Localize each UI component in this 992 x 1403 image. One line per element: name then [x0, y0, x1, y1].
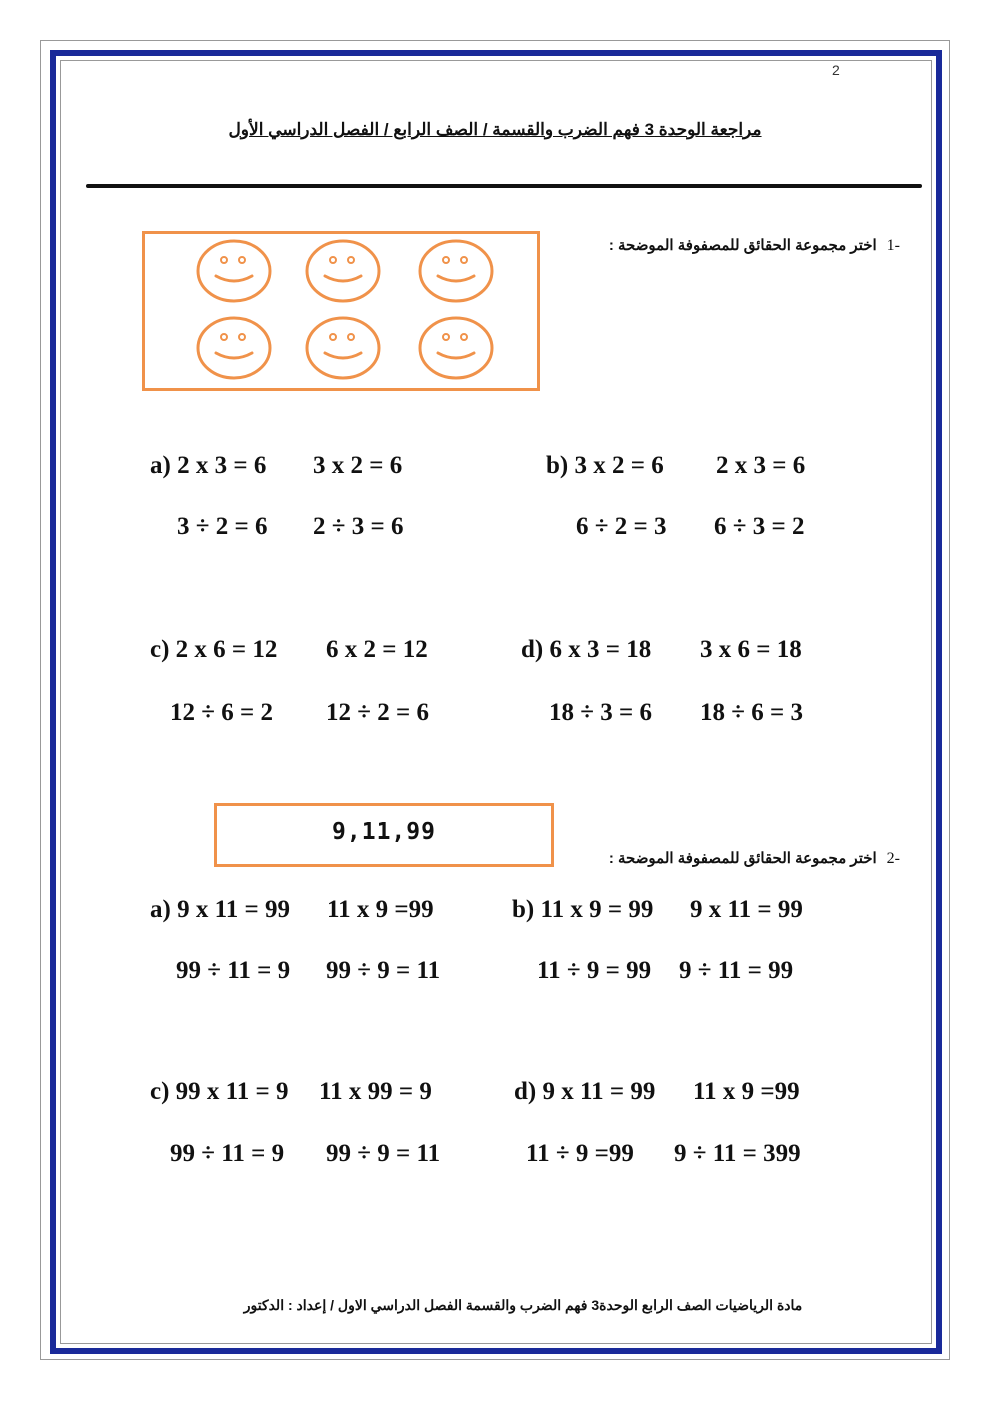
question-2-prompt: اختر مجموعة الحقائق للمصفوفة الموضحة : — [608, 850, 877, 867]
smiley-face-icon — [303, 236, 383, 311]
smiley-face-icon — [416, 236, 496, 311]
title-divider — [86, 184, 922, 188]
q2-option-a-fact-1: a) 9 x 11 = 99 — [150, 896, 290, 923]
q1-option-d-fact-3: 18 ÷ 3 = 6 — [549, 699, 652, 726]
q1-option-a-fact-2: 3 x 2 = 6 — [313, 452, 403, 479]
q1-option-c-fact-4: 12 ÷ 2 = 6 — [326, 699, 429, 726]
smiley-face-icon — [194, 236, 274, 311]
q2-option-c-fact-2: 11 x 99 = 9 — [319, 1078, 432, 1105]
q1-option-a-fact-4: 2 ÷ 3 = 6 — [313, 513, 404, 540]
q1-option-b-fact-2: 2 x 3 = 6 — [716, 452, 806, 479]
question-2-number: -2 — [886, 850, 900, 867]
q1-option-b-fact-3: 6 ÷ 2 = 3 — [576, 513, 667, 540]
q1-option-b-fact-1: b) 3 x 2 = 6 — [546, 452, 664, 479]
q1-option-b-fact-4: 6 ÷ 3 = 2 — [714, 513, 805, 540]
q1-option-c-fact-1: c) 2 x 6 = 12 — [150, 636, 278, 663]
numbers-box: 9,11,99 — [214, 803, 554, 867]
q1-option-c-fact-2: 6 x 2 = 12 — [326, 636, 428, 663]
q2-option-a-fact-2: 11 x 9 =99 — [327, 896, 434, 923]
q2-option-b-fact-2: 9 x 11 = 99 — [690, 896, 803, 923]
smiley-face-icon — [194, 313, 274, 388]
q1-option-a-fact-1: a) 2 x 3 = 6 — [150, 452, 267, 479]
question-1-prompt: اختر مجموعة الحقائق للمصفوفة الموضحة : — [608, 237, 877, 254]
question-1-number: -1 — [886, 237, 900, 254]
q1-option-a-fact-3: 3 ÷ 2 = 6 — [177, 513, 268, 540]
q2-option-b-fact-3: 11 ÷ 9 = 99 — [537, 957, 652, 984]
q2-option-d-fact-3: 11 ÷ 9 =99 — [526, 1140, 634, 1167]
q2-option-b-fact-1: b) 11 x 9 = 99 — [512, 896, 654, 923]
smiley-face-icon — [303, 313, 383, 388]
q1-option-c-fact-3: 12 ÷ 6 = 2 — [170, 699, 273, 726]
q2-option-d-fact-2: 11 x 9 =99 — [693, 1078, 800, 1105]
page-title: مراجعة الوحدة 3 فهم الضرب والقسمة / الصف الرابع / الفصل الدراسي الأول — [228, 120, 762, 139]
q1-option-d-fact-4: 18 ÷ 6 = 3 — [700, 699, 803, 726]
smiley-face-icon — [416, 313, 496, 388]
q2-option-c-fact-4: 99 ÷ 9 = 11 — [326, 1140, 441, 1167]
q2-option-b-fact-4: 9 ÷ 11 = 99 — [679, 957, 794, 984]
question-1 — [609, 236, 900, 255]
q2-option-d-fact-4: 9 ÷ 11 = 399 — [674, 1140, 801, 1167]
q2-option-a-fact-3: 99 ÷ 11 = 9 — [176, 957, 291, 984]
q2-option-c-fact-1: c) 99 x 11 = 9 — [150, 1078, 289, 1105]
page-footer: مادة الرياضيات الصف الرابع الوحدة3 فهم الضرب والقسمة الفصل الدراسي الاول / إعداد : الدكتور — [243, 1297, 803, 1313]
q2-option-a-fact-4: 99 ÷ 9 = 11 — [326, 957, 441, 984]
q2-option-d-fact-1: d) 9 x 11 = 99 — [514, 1078, 656, 1105]
q1-option-d-fact-2: 3 x 6 = 18 — [700, 636, 802, 663]
q1-option-d-fact-1: d) 6 x 3 = 18 — [521, 636, 652, 663]
q2-option-c-fact-3: 99 ÷ 11 = 9 — [170, 1140, 285, 1167]
page-number: 2 — [832, 62, 840, 78]
question-2 — [609, 849, 900, 868]
